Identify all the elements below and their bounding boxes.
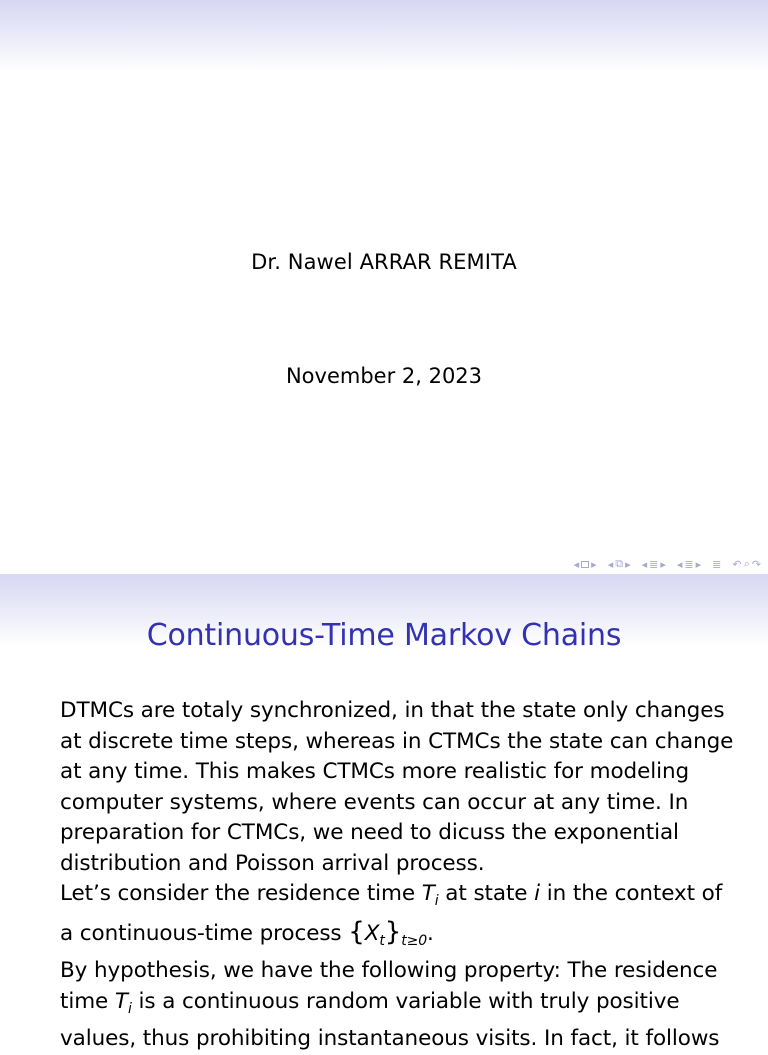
nav-subsection-icon[interactable]: ◂ ⧉ ▸ (607, 557, 631, 571)
beamer-navigation-bar (564, 556, 762, 572)
math-brace: } (384, 916, 402, 947)
paragraph-residence-time (60, 879, 740, 956)
text-run: is a continuous random variable with truly positive values, thus prohibiting instantaneous visits. In fact, it follows (60, 988, 720, 1051)
math-symbol: T (421, 881, 435, 906)
slide-body (60, 696, 740, 1055)
text-run: . (427, 920, 434, 946)
math-symbol: T (114, 988, 128, 1014)
math-subscript: t≥0 (401, 932, 428, 949)
math-subscript: i (434, 893, 439, 909)
paragraph-hypothesis (60, 956, 740, 1055)
author-name: Dr. Nawel ARRAR REMITA (251, 250, 517, 274)
presentation-date: November 2, 2023 (285, 364, 483, 388)
paragraph-intro: DTMCs are totaly synchronized, in that the state only changes at discrete time steps, whereas in CTMCs the state can change at any time. This makes CTMCs more realistic for modeling computer systems, where events can occur at any time. In preparation for CTMCs, we need to dicuss the exponential distribution and Poisson arrival process. (60, 698, 734, 876)
math-brace: { (348, 916, 365, 947)
nav-align-icon[interactable]: ≣ (712, 557, 722, 571)
header-bar (0, 0, 768, 72)
nav-frame-icon[interactable]: ◂ ▸ (573, 557, 597, 571)
nav-search-icon[interactable]: ↶ ⌕ ↷ (732, 557, 761, 571)
slide-content (0, 574, 768, 1051)
math-subscript: t (379, 932, 385, 949)
nav-appendix-icon[interactable]: ◂ ≣ ▸ (676, 557, 702, 571)
math-subscript: i (127, 1000, 132, 1017)
slide-title: Continuous-Time Markov Chains (146, 618, 622, 653)
math-symbol: X (364, 920, 380, 946)
nav-section-icon[interactable]: ◂ ≣ ▸ (641, 557, 666, 571)
text-run: By hypothesis, we have the following property: The residence time (60, 958, 718, 1014)
text-run: at state (438, 881, 535, 906)
text-run: in the context of a continuous-time process (60, 881, 723, 946)
text-run: Let’s consider the residence time (60, 881, 422, 906)
math-symbol: i (534, 881, 541, 906)
